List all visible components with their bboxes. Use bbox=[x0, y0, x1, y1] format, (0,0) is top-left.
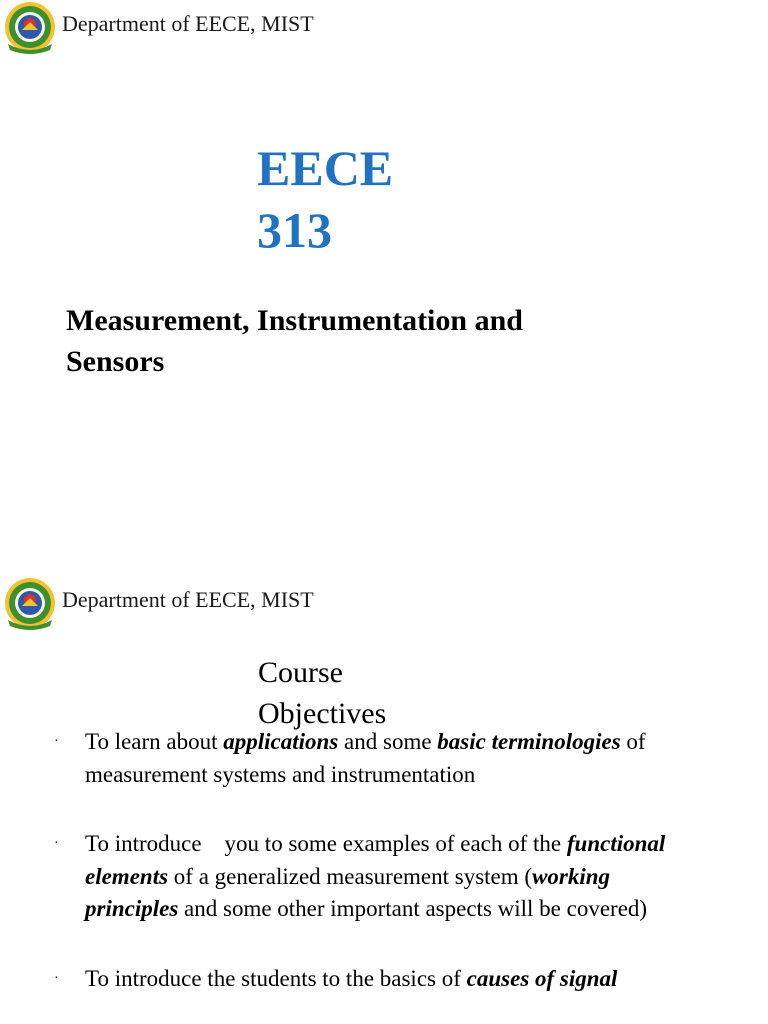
mist-logo-icon bbox=[2, 576, 58, 632]
course-code bbox=[257, 137, 393, 261]
bullet: · bbox=[54, 970, 59, 986]
list-item bbox=[54, 963, 704, 996]
course-code-line1: EECE bbox=[257, 140, 394, 196]
department-label: Department of EECE, MIST bbox=[62, 11, 314, 36]
objective-emphasis: causes of signal bbox=[466, 965, 618, 991]
bullet: · bbox=[54, 836, 59, 851]
objectives-heading bbox=[258, 652, 458, 734]
objective-text: and some other important aspects will be covered) bbox=[178, 896, 648, 921]
course-title: Measurement, Instrumentation and Sensors bbox=[66, 304, 523, 378]
objective-text: of measurement systems and instrumentation bbox=[85, 729, 646, 787]
objectives-list bbox=[54, 726, 704, 1024]
slide-header bbox=[2, 0, 314, 56]
objective-emphasis: functional elements bbox=[85, 831, 666, 889]
objective-emphasis: working principles bbox=[85, 863, 611, 921]
objective-emphasis: basic terminologies bbox=[437, 729, 621, 754]
department-label: Department of EECE, MIST bbox=[62, 587, 314, 612]
heading-line1: Course bbox=[258, 656, 343, 689]
objective-text: and some bbox=[338, 729, 438, 754]
list-item bbox=[54, 726, 704, 791]
objectives-slide bbox=[0, 576, 768, 1024]
bullet: · bbox=[54, 734, 59, 749]
mist-logo-icon bbox=[2, 0, 58, 56]
objective-text: of a generalized measurement system ( bbox=[168, 863, 533, 889]
list-item bbox=[54, 828, 704, 926]
objective-text: To introduce you to some examples of each of the bbox=[85, 831, 567, 856]
slide-header bbox=[2, 576, 314, 632]
objective-emphasis: applications bbox=[223, 729, 339, 754]
objective-text: To learn about bbox=[85, 729, 224, 754]
course-code-line2: 313 bbox=[257, 202, 332, 258]
heading-line2: Objectives bbox=[258, 697, 387, 730]
objective-text: To introduce the students to the basics of bbox=[85, 965, 467, 991]
